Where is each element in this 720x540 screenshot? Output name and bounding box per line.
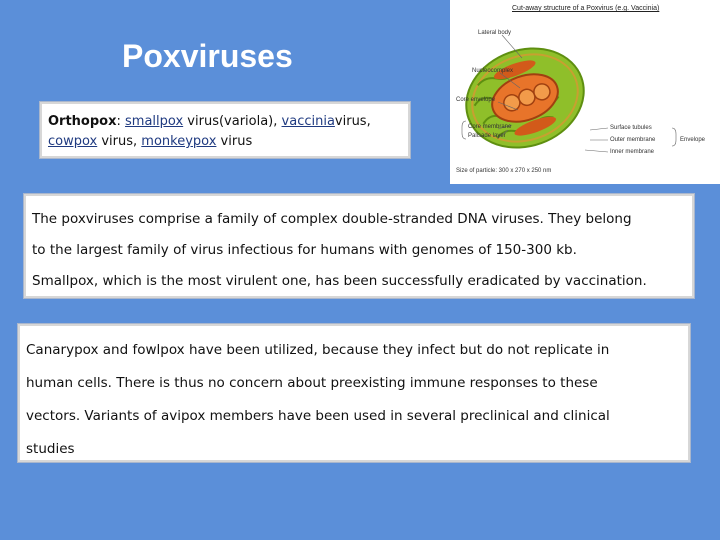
orthopox-text-1: virus(variola), (183, 114, 282, 129)
figure-title: Cut-away structure of a Poxvirus (e.g. Vaccinia) (512, 5, 660, 12)
description-line-2: to the largest family of virus infectious for humans with genomes of 150-300 kb. (32, 242, 577, 258)
description-box (24, 194, 694, 298)
label-outer-membrane: Outer membrane (610, 137, 656, 143)
label-particle-size: Size of particle: 300 x 270 x 250 nm (456, 168, 552, 174)
description-line-1: The poxviruses comprise a family of complex double-stranded DNA viruses. They belong (32, 211, 632, 227)
orthopox-label: Orthopox (48, 114, 117, 129)
label-lateral-body: Lateral body (478, 30, 512, 36)
smallpox-link[interactable]: smallpox (125, 114, 184, 129)
poxvirus-structure-figure (450, 0, 720, 184)
orthopox-text-2: virus, (334, 114, 371, 129)
orthopox-box (40, 102, 410, 158)
label-core-envelope: Core envelope (456, 97, 496, 103)
label-core-membrane: Core membrane (468, 124, 512, 130)
orthopox-text-4: virus (216, 134, 253, 149)
orthopox-text-3: virus, (97, 134, 142, 149)
canarypox-box (18, 324, 690, 462)
slide-title: Poxviruses (122, 38, 293, 74)
monkeypox-link[interactable]: monkeypox (141, 134, 217, 149)
canarypox-line-1: Canarypox and fowlpox have been utilized, because they infect but do not replicate in (26, 342, 610, 358)
poxvirus-diagram (450, 0, 720, 184)
label-palisade-layer: Palisade layer (468, 133, 506, 139)
canarypox-line-2: human cells. There is thus no concern about preexisting immune responses to these (26, 375, 598, 391)
cowpox-link[interactable]: cowpox (48, 134, 98, 149)
orthopox-sep: : (116, 114, 121, 129)
canarypox-line-4: studies (26, 441, 75, 457)
label-envelope: Envelope (680, 137, 706, 143)
label-surface-tubules: Surface tubules (610, 125, 652, 131)
label-inner-membrane: Inner membrane (610, 149, 655, 155)
description-line-3: Smallpox, which is the most virulent one, has been successfully eradicated by vaccination. (32, 273, 647, 289)
vaccinia-link[interactable]: vaccinia (281, 114, 335, 129)
label-nucleocomplex: Nucleocomplex (472, 68, 514, 74)
canarypox-line-3: vectors. Variants of avipox members have been used in several preclinical and clinical (26, 408, 610, 424)
